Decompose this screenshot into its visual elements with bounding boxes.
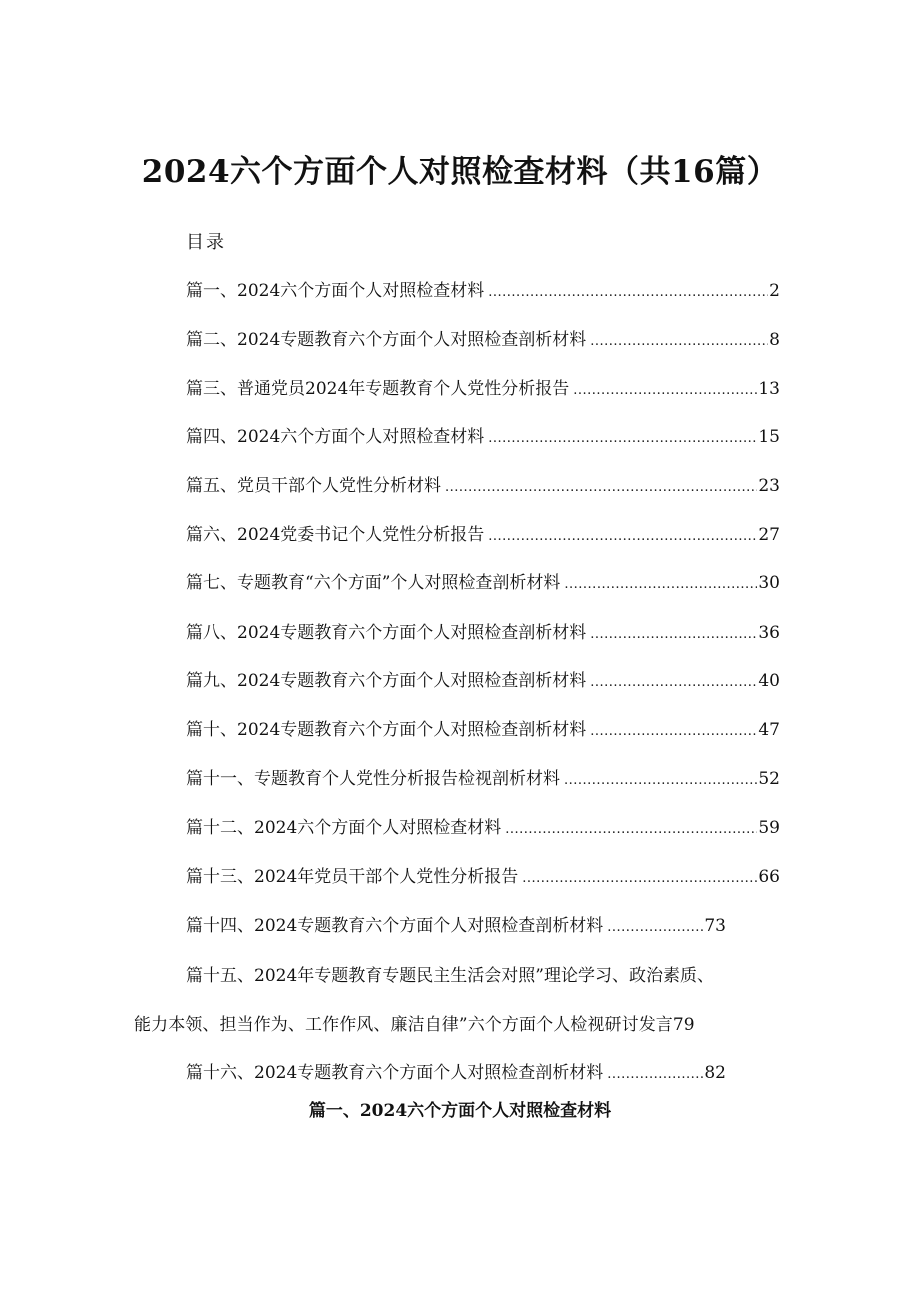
toc-leader-dots <box>522 866 757 892</box>
toc-entry-label: 篇十六、2024专题教育六个方面个人对照检查剖析材料 <box>186 1063 604 1083</box>
toc-leader-dots <box>564 572 757 598</box>
toc-entry-label: 篇十三、2024年党员干部个人党性分析报告 <box>186 867 519 887</box>
toc-entry-15-line2[interactable]: 能力本领、担当作为、工作作风、廉洁自律”六个方面个人检视研讨发言79 <box>134 1015 695 1035</box>
toc-entry-label: 篇四、2024六个方面个人对照检查材料 <box>186 427 485 447</box>
toc-entry-15-line1[interactable]: 篇十五、2024年专题教育专题民主生活会对照”理论学习、政治素质、 <box>186 966 714 986</box>
toc-entry-page: 36 <box>758 623 780 643</box>
toc-entry-label: 篇十、2024专题教育六个方面个人对照检查剖析材料 <box>186 720 587 740</box>
toc-entry[interactable] <box>186 815 780 841</box>
toc-entry-label: 篇一、2024六个方面个人对照检查材料 <box>186 281 485 301</box>
toc-leader-dots <box>590 329 768 355</box>
toc-entry-label: 篇十一、专题教育个人党性分析报告检视剖析材料 <box>186 769 560 789</box>
toc-entry-page: 15 <box>758 427 780 447</box>
toc-entry-page: 52 <box>758 769 780 789</box>
toc-entry-page: 40 <box>758 671 780 691</box>
toc-leader-dots <box>590 670 757 696</box>
toc-entry-page: 27 <box>758 525 780 545</box>
toc-entry[interactable] <box>186 1060 726 1086</box>
toc-entry-label: 篇十二、2024六个方面个人对照检查材料 <box>186 818 502 838</box>
toc-entry-page: 2 <box>769 281 780 301</box>
toc-entry-page: 59 <box>758 818 780 838</box>
toc-leader-dots <box>573 378 757 404</box>
toc-entry[interactable] <box>186 864 780 890</box>
toc-entry-page: 82 <box>704 1063 726 1083</box>
toc-leader-dots <box>607 915 703 941</box>
toc-entry[interactable] <box>186 424 780 450</box>
toc-entry-label: 篇九、2024专题教育六个方面个人对照检查剖析材料 <box>186 671 587 691</box>
toc-entry-page: 73 <box>704 916 726 936</box>
toc-entry-label: 篇十四、2024专题教育六个方面个人对照检查剖析材料 <box>186 916 604 936</box>
toc-entry-label: 篇五、党员干部个人党性分析材料 <box>186 476 441 496</box>
toc-entry[interactable] <box>186 327 780 353</box>
toc-leader-dots <box>564 768 757 794</box>
toc-entry-label: 篇二、2024专题教育六个方面个人对照检查剖析材料 <box>186 330 587 350</box>
toc-leader-dots <box>590 622 757 648</box>
toc-entry-page: 47 <box>758 720 780 740</box>
toc-entry[interactable] <box>186 913 726 939</box>
toc-entry-page: 8 <box>769 330 780 350</box>
document-title: 2024六个方面个人对照检查材料（共16篇） <box>141 154 779 190</box>
toc-leader-dots <box>445 475 757 501</box>
toc-leader-dots <box>488 280 768 306</box>
toc-entry-label: 篇七、专题教育“六个方面”个人对照检查剖析材料 <box>186 573 561 593</box>
section-heading: 篇一、2024六个方面个人对照检查材料 <box>308 1101 612 1121</box>
toc-entry-page: 66 <box>758 867 780 887</box>
toc-entry-label: 篇六、2024党委书记个人党性分析报告 <box>186 525 485 545</box>
toc-leader-dots <box>607 1062 703 1088</box>
toc-heading: 目录 <box>186 232 226 253</box>
toc-entry[interactable] <box>186 278 780 304</box>
toc-entry-label: 篇三、普通党员2024年专题教育个人党性分析报告 <box>186 379 570 399</box>
toc-leader-dots <box>590 719 757 745</box>
toc-entry[interactable] <box>186 668 780 694</box>
toc-entry[interactable] <box>186 717 780 743</box>
toc-entry-page: 30 <box>758 573 780 593</box>
toc-entry[interactable] <box>186 620 780 646</box>
toc-entry-page: 13 <box>758 379 780 399</box>
toc-entry-label: 篇八、2024专题教育六个方面个人对照检查剖析材料 <box>186 623 587 643</box>
toc-entry[interactable] <box>186 570 780 596</box>
toc-entry[interactable] <box>186 766 780 792</box>
toc-entry[interactable] <box>186 376 780 402</box>
toc-leader-dots <box>488 524 757 550</box>
toc-entry-page: 23 <box>758 476 780 496</box>
toc-leader-dots <box>505 817 757 843</box>
toc-entry[interactable] <box>186 522 780 548</box>
toc-entry[interactable] <box>186 473 780 499</box>
toc-leader-dots <box>488 426 757 452</box>
